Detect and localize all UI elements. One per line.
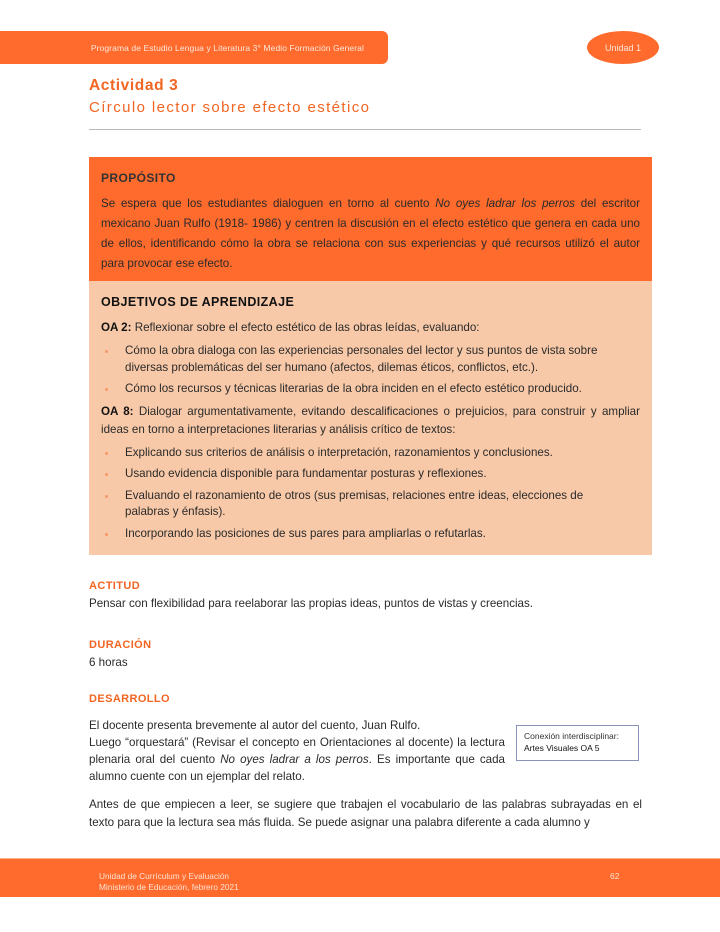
title-divider <box>89 129 641 130</box>
purpose-text-part: Se espera que los estudiantes dialoguen en torno al cuento <box>101 197 436 210</box>
activity-title: Actividad 3 <box>89 77 179 94</box>
connection-label: Conexión interdisciplinar: <box>524 731 619 741</box>
bullet-icon <box>105 388 108 391</box>
program-title: Programa de Estudio Lengua y Literatura 3° Medio Formación General <box>90 42 364 53</box>
bullet-text: Evaluando el razonamiento de otros (sus premisas, relaciones entre ideas, elecciones de palabras y énfasis). <box>125 488 584 518</box>
duration-text: 6 horas <box>89 656 128 669</box>
attitude-heading: ACTITUD <box>89 580 141 592</box>
oa2-text: Reflexionar sobre el efecto estético de las obras leídas, evaluando: <box>131 321 480 334</box>
bullet-text: Cómo los recursos y técnicas literarias de la obra inciden en el efecto estético producido. <box>125 382 582 395</box>
objectives-box <box>89 281 652 555</box>
development-line2 <box>89 734 505 785</box>
oa2-bullets <box>101 343 640 398</box>
activity-subtitle: Círculo lector sobre efecto estético <box>89 99 371 116</box>
list-item <box>101 445 640 462</box>
footer-credits <box>99 871 239 893</box>
purpose-text-part: del escritor mexicano Juan Rulfo (1918- 1986) y centren la discusión en el efecto estético que genera en cada uno de ellos, identificando cómo la obra se relaciona con sus experiencias y qué recursos utilizó el autor para provocar ese efecto. <box>101 197 640 270</box>
development-line2-part: . Es importante que cada alumno cuente con un ejemplar del relato. <box>89 753 506 783</box>
oa8-statement <box>101 403 640 439</box>
development-paragraph2: Antes de que empiecen a leer, se sugiere que trabajen el vocabulario de las palabras subrayadas en el texto para que la lectura sea más fluida. Se puede asignar una palabra diferente a cada alumno y <box>89 798 642 829</box>
objectives-heading: OBJETIVOS DE APRENDIZAJE <box>101 295 295 309</box>
development-heading: DESARROLLO <box>89 693 170 705</box>
list-item <box>101 381 640 398</box>
purpose-heading: PROPÓSITO <box>101 171 176 185</box>
list-item <box>101 488 640 521</box>
development-intro <box>89 717 505 785</box>
unit-badge <box>587 31 659 64</box>
connection-value: Artes Visuales OA 5 <box>524 743 600 753</box>
development-line2-part: Luego “orquestará” (Revisar el concepto en Orientaciones al docente) la lectura plenaria oral del cuento <box>89 736 505 766</box>
bullet-text: Explicando sus criterios de análisis o interpretación, razonamientos y conclusiones. <box>125 445 553 459</box>
bullet-icon <box>105 350 108 353</box>
footer-line1: Unidad de Currículum y Evaluación <box>99 871 230 881</box>
bullet-text: Cómo la obra dialoga con las experiencias personales del lector y sus puntos de vista sobre diversas problemáticas del ser humano (afectos, dilemas éticos, conflictos, etc.). <box>125 344 598 374</box>
oa8-bullets <box>101 445 640 543</box>
footer-bar <box>0 858 720 897</box>
bullet-icon <box>105 473 108 476</box>
oa8-text: Dialogar argumentativamente, evitando descalificaciones o prejuicios, para construir y ampliar ideas en torno a interpretaciones literarias y análisis crítico de textos: <box>101 404 640 436</box>
oa8-code: OA 8: <box>101 404 134 418</box>
bullet-icon <box>105 452 108 455</box>
list-item <box>101 343 640 376</box>
bullet-text: Usando evidencia disponible para fundamentar posturas y reflexiones. <box>125 467 487 480</box>
development-line1: El docente presenta brevemente al autor del cuento, Juan Rulfo. <box>89 719 421 732</box>
duration-heading: DURACIÓN <box>89 639 152 651</box>
footer-line2: Ministerio de Educación, febrero 2021 <box>99 882 239 892</box>
bullet-text: Incorporando las posiciones de sus pares para ampliarlas o refutarlas. <box>125 526 486 540</box>
header-bar <box>0 31 388 64</box>
unit-badge-label: Unidad 1 <box>604 42 642 53</box>
oa2-statement <box>101 319 640 337</box>
bullet-icon <box>105 533 108 536</box>
interdisciplinary-connection-box <box>516 725 639 761</box>
story-title: No oyes ladrar los perros <box>435 197 575 210</box>
story-title: No oyes ladrar a los perros <box>220 753 369 766</box>
oa2-code: OA 2: <box>101 321 132 334</box>
bullet-icon <box>105 495 108 498</box>
attitude-text: Pensar con flexibilidad para reelaborar las propias ideas, puntos de vistas y creencias. <box>89 597 534 610</box>
purpose-box <box>89 157 652 281</box>
list-item <box>101 526 640 543</box>
purpose-text <box>101 194 640 274</box>
page-number: 62 <box>610 871 620 881</box>
list-item <box>101 466 640 483</box>
